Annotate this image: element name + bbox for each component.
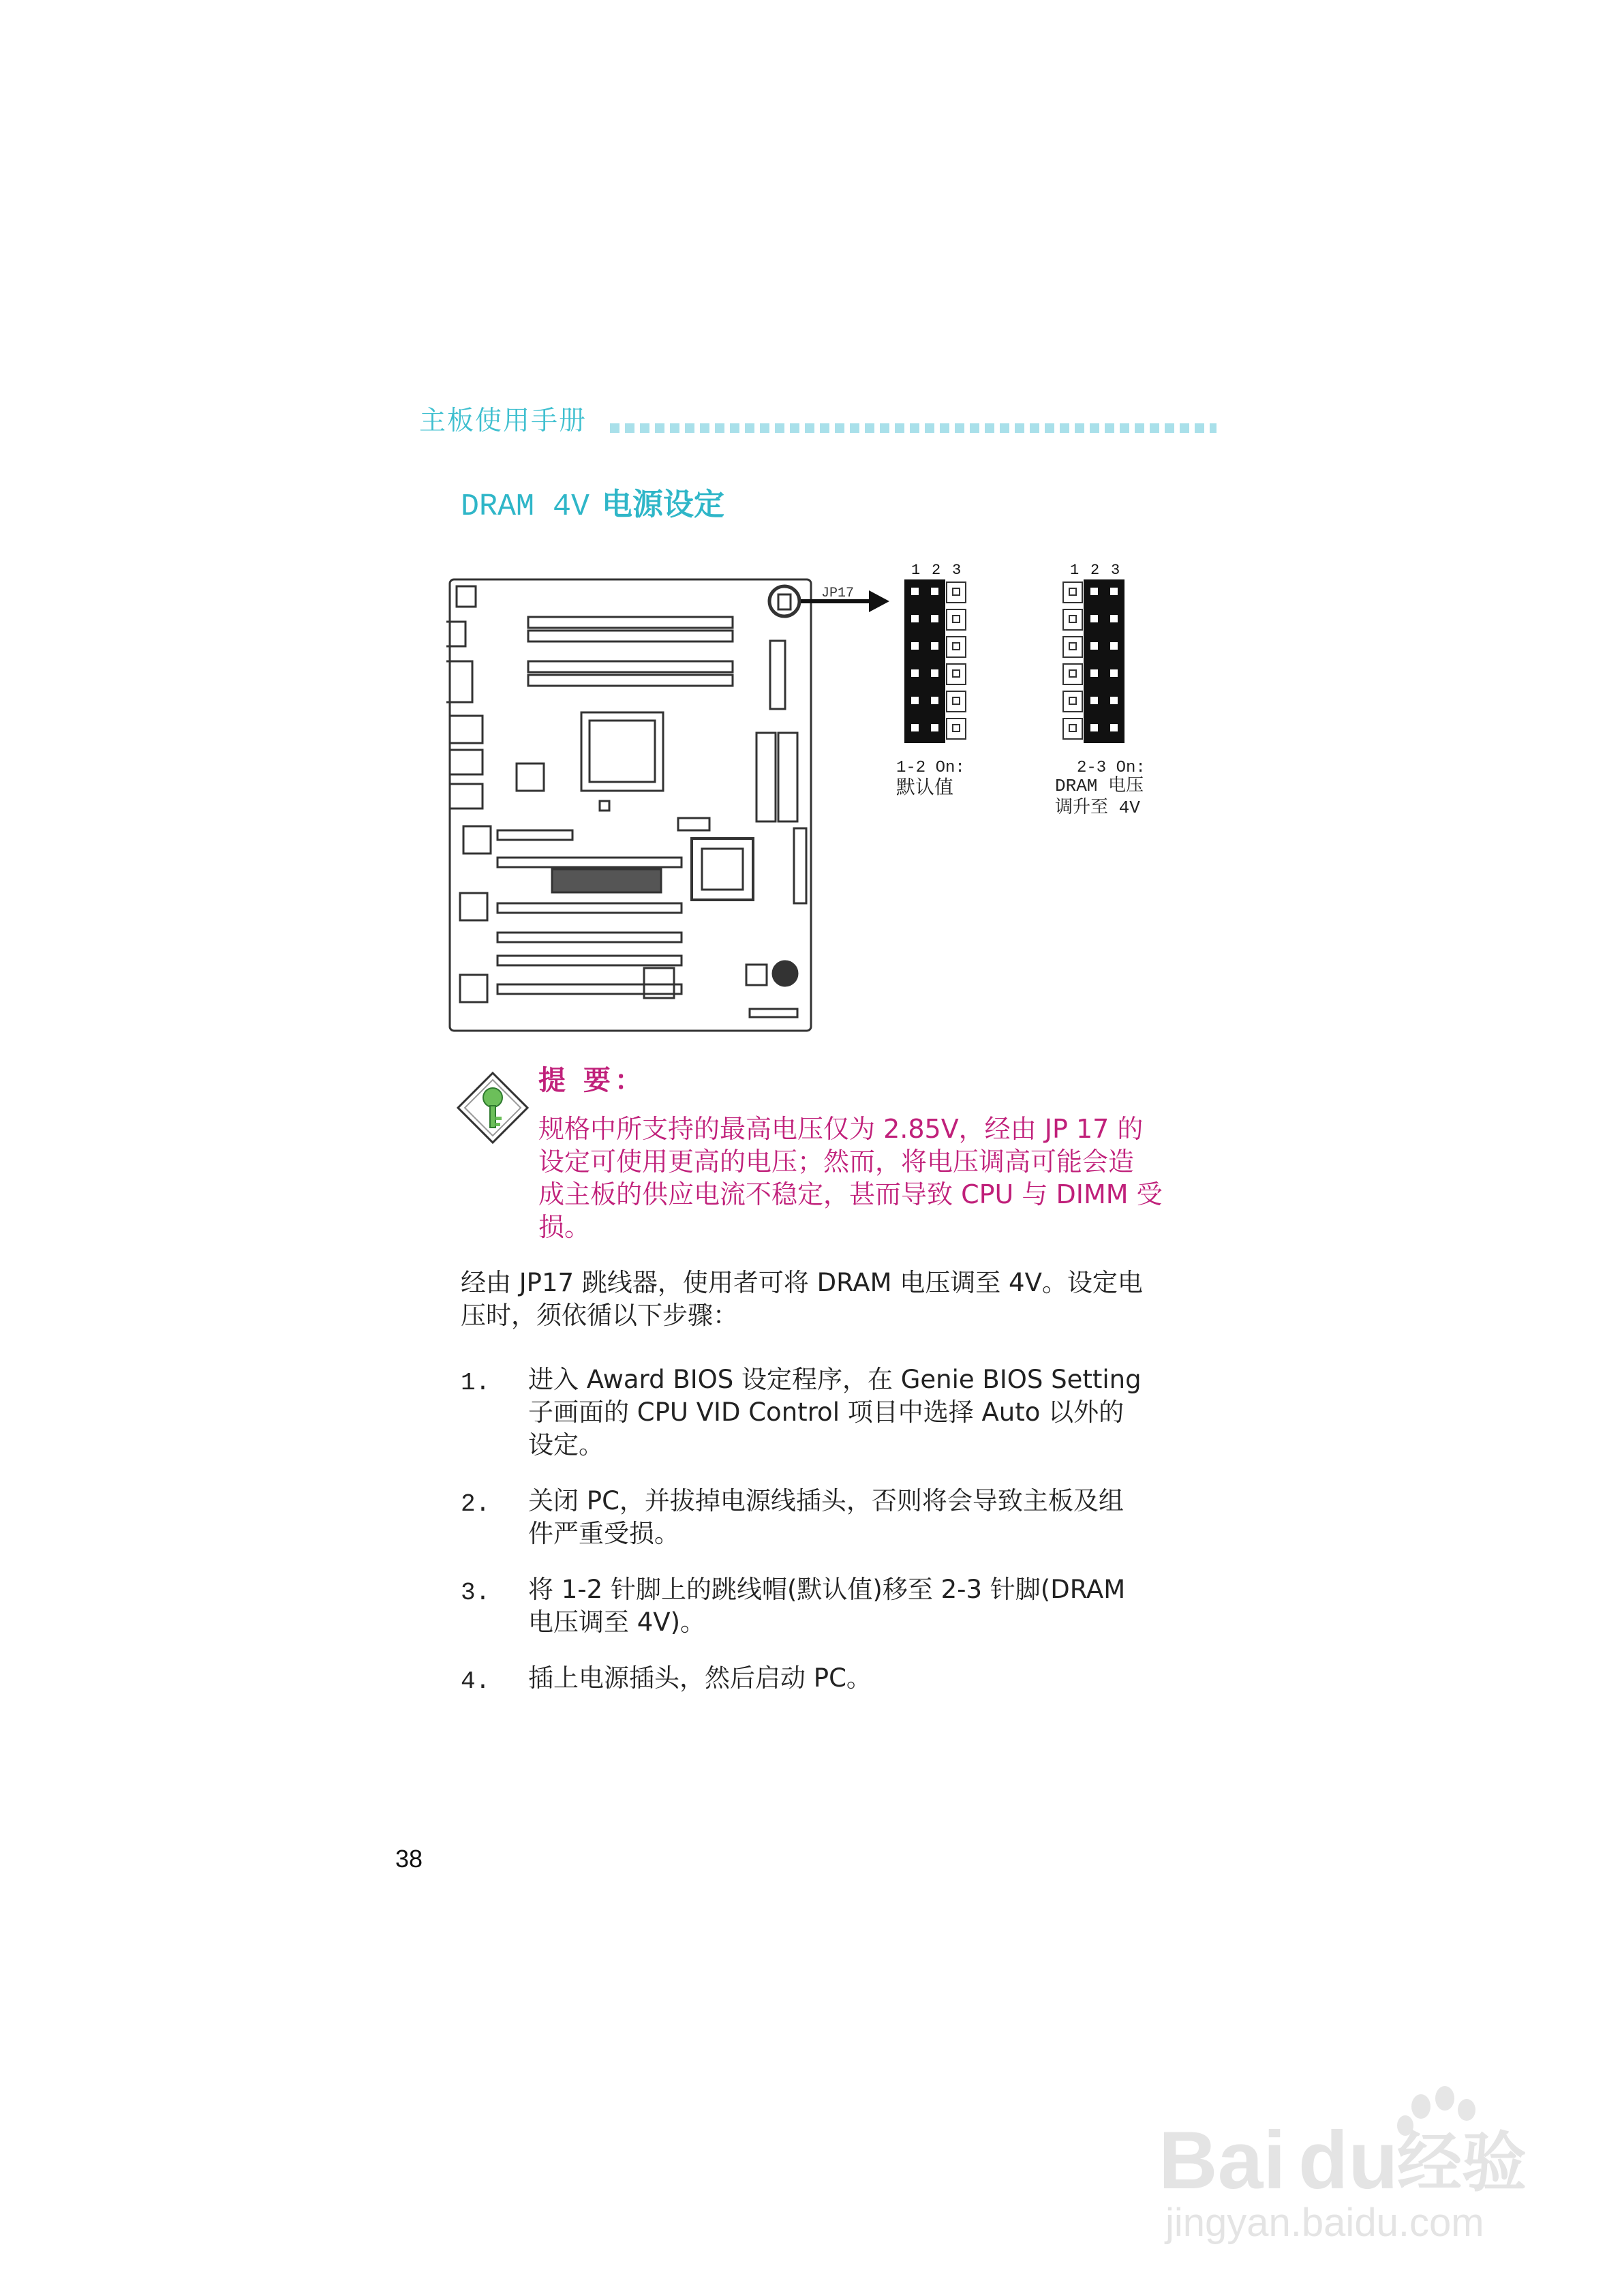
setting-2-3-line3: 调升至 4V [1055, 798, 1140, 818]
step-line: 插上电源插头，然后启动 PC。 [528, 1663, 872, 1693]
key-note-icon [455, 1070, 530, 1145]
pin-number-1: 1 [1070, 562, 1080, 579]
step-4-text [528, 1662, 1216, 1695]
header-dotted-rule [610, 423, 1216, 433]
step-line: 子画面的 CPU VID Control 项目中选择 Auto 以外的 [528, 1398, 1124, 1427]
watermark-url: jingyan.baidu.com [1165, 2201, 1484, 2245]
motherboard-illustration [446, 579, 811, 1031]
intro-line: 压时，须依循以下步骤： [461, 1301, 738, 1330]
jumper-diagram [446, 559, 1216, 1036]
watermark-product: 经验 [1397, 2126, 1527, 2201]
note-line: 损。 [538, 1212, 591, 1242]
step-1-text [528, 1363, 1216, 1462]
note-body [538, 1113, 1206, 1243]
step-line: 电压调至 4V)。 [528, 1607, 706, 1637]
step-1-number: 1. [461, 1369, 491, 1397]
intro-line: 经由 JP17 跳线器，使用者可将 DRAM 电压调至 4V。设定电 [461, 1268, 1143, 1297]
step-line: 进入 Award BIOS 设定程序，在 Genie BIOS Setting [528, 1365, 1142, 1394]
pin-number-3: 3 [952, 562, 962, 579]
step-line: 将 1-2 针脚上的跳线帽(默认值)移至 2-3 针脚(DRAM [528, 1575, 1126, 1604]
note-line: 规格中所支持的最高电压仅为 2.85V，经由 JP 17 的 [538, 1114, 1144, 1144]
setting-2-3-line2: DRAM 电压 [1055, 776, 1144, 796]
jp17-label: JP17 [821, 586, 855, 601]
step-4-number: 4. [461, 1667, 491, 1695]
setting-2-3-line1: 2-3 On: [1077, 759, 1146, 777]
setting-1-2-line2: 默认值 [896, 779, 954, 800]
pin-number-2: 2 [932, 562, 941, 579]
setting-1-2-line1: 1-2 On: [896, 759, 965, 777]
watermark-brand: Bai [1159, 2115, 1286, 2206]
section-title [461, 479, 724, 524]
note-line: 成主板的供应电流不稳定，甚而导致 CPU 与 DIMM 受 [538, 1179, 1163, 1209]
pin-number-3: 3 [1111, 562, 1120, 579]
watermark-brand2: du [1298, 2115, 1398, 2206]
step-3-text [528, 1573, 1216, 1639]
page-number: 38 [395, 1845, 423, 1873]
note-title: 提 要： [538, 1065, 646, 1096]
step-line: 件严重受损。 [528, 1519, 679, 1548]
header-title: 主板使用手册 [419, 406, 587, 436]
step-line: 关闭 PC，并拔掉电源线插头，否则将会导致主板及组 [528, 1486, 1124, 1515]
pin-number-1: 1 [911, 562, 921, 579]
section-title-en: DRAM 4V [461, 489, 590, 524]
jumper-setting-1-2 [896, 562, 966, 800]
step-2-number: 2. [461, 1490, 491, 1518]
intro-paragraph [461, 1267, 1217, 1332]
step-3-number: 3. [461, 1579, 491, 1607]
note-line: 设定可使用更高的电压；然而，将电压调高可能会造 [538, 1147, 1135, 1177]
step-line: 设定。 [528, 1430, 604, 1460]
baidu-jingyan-watermark [1152, 2072, 1561, 2250]
step-2-text [528, 1485, 1216, 1550]
section-title-cn: 电源设定 [602, 486, 725, 522]
jumper-setting-2-3 [1055, 562, 1146, 818]
pin-number-2: 2 [1090, 562, 1100, 579]
